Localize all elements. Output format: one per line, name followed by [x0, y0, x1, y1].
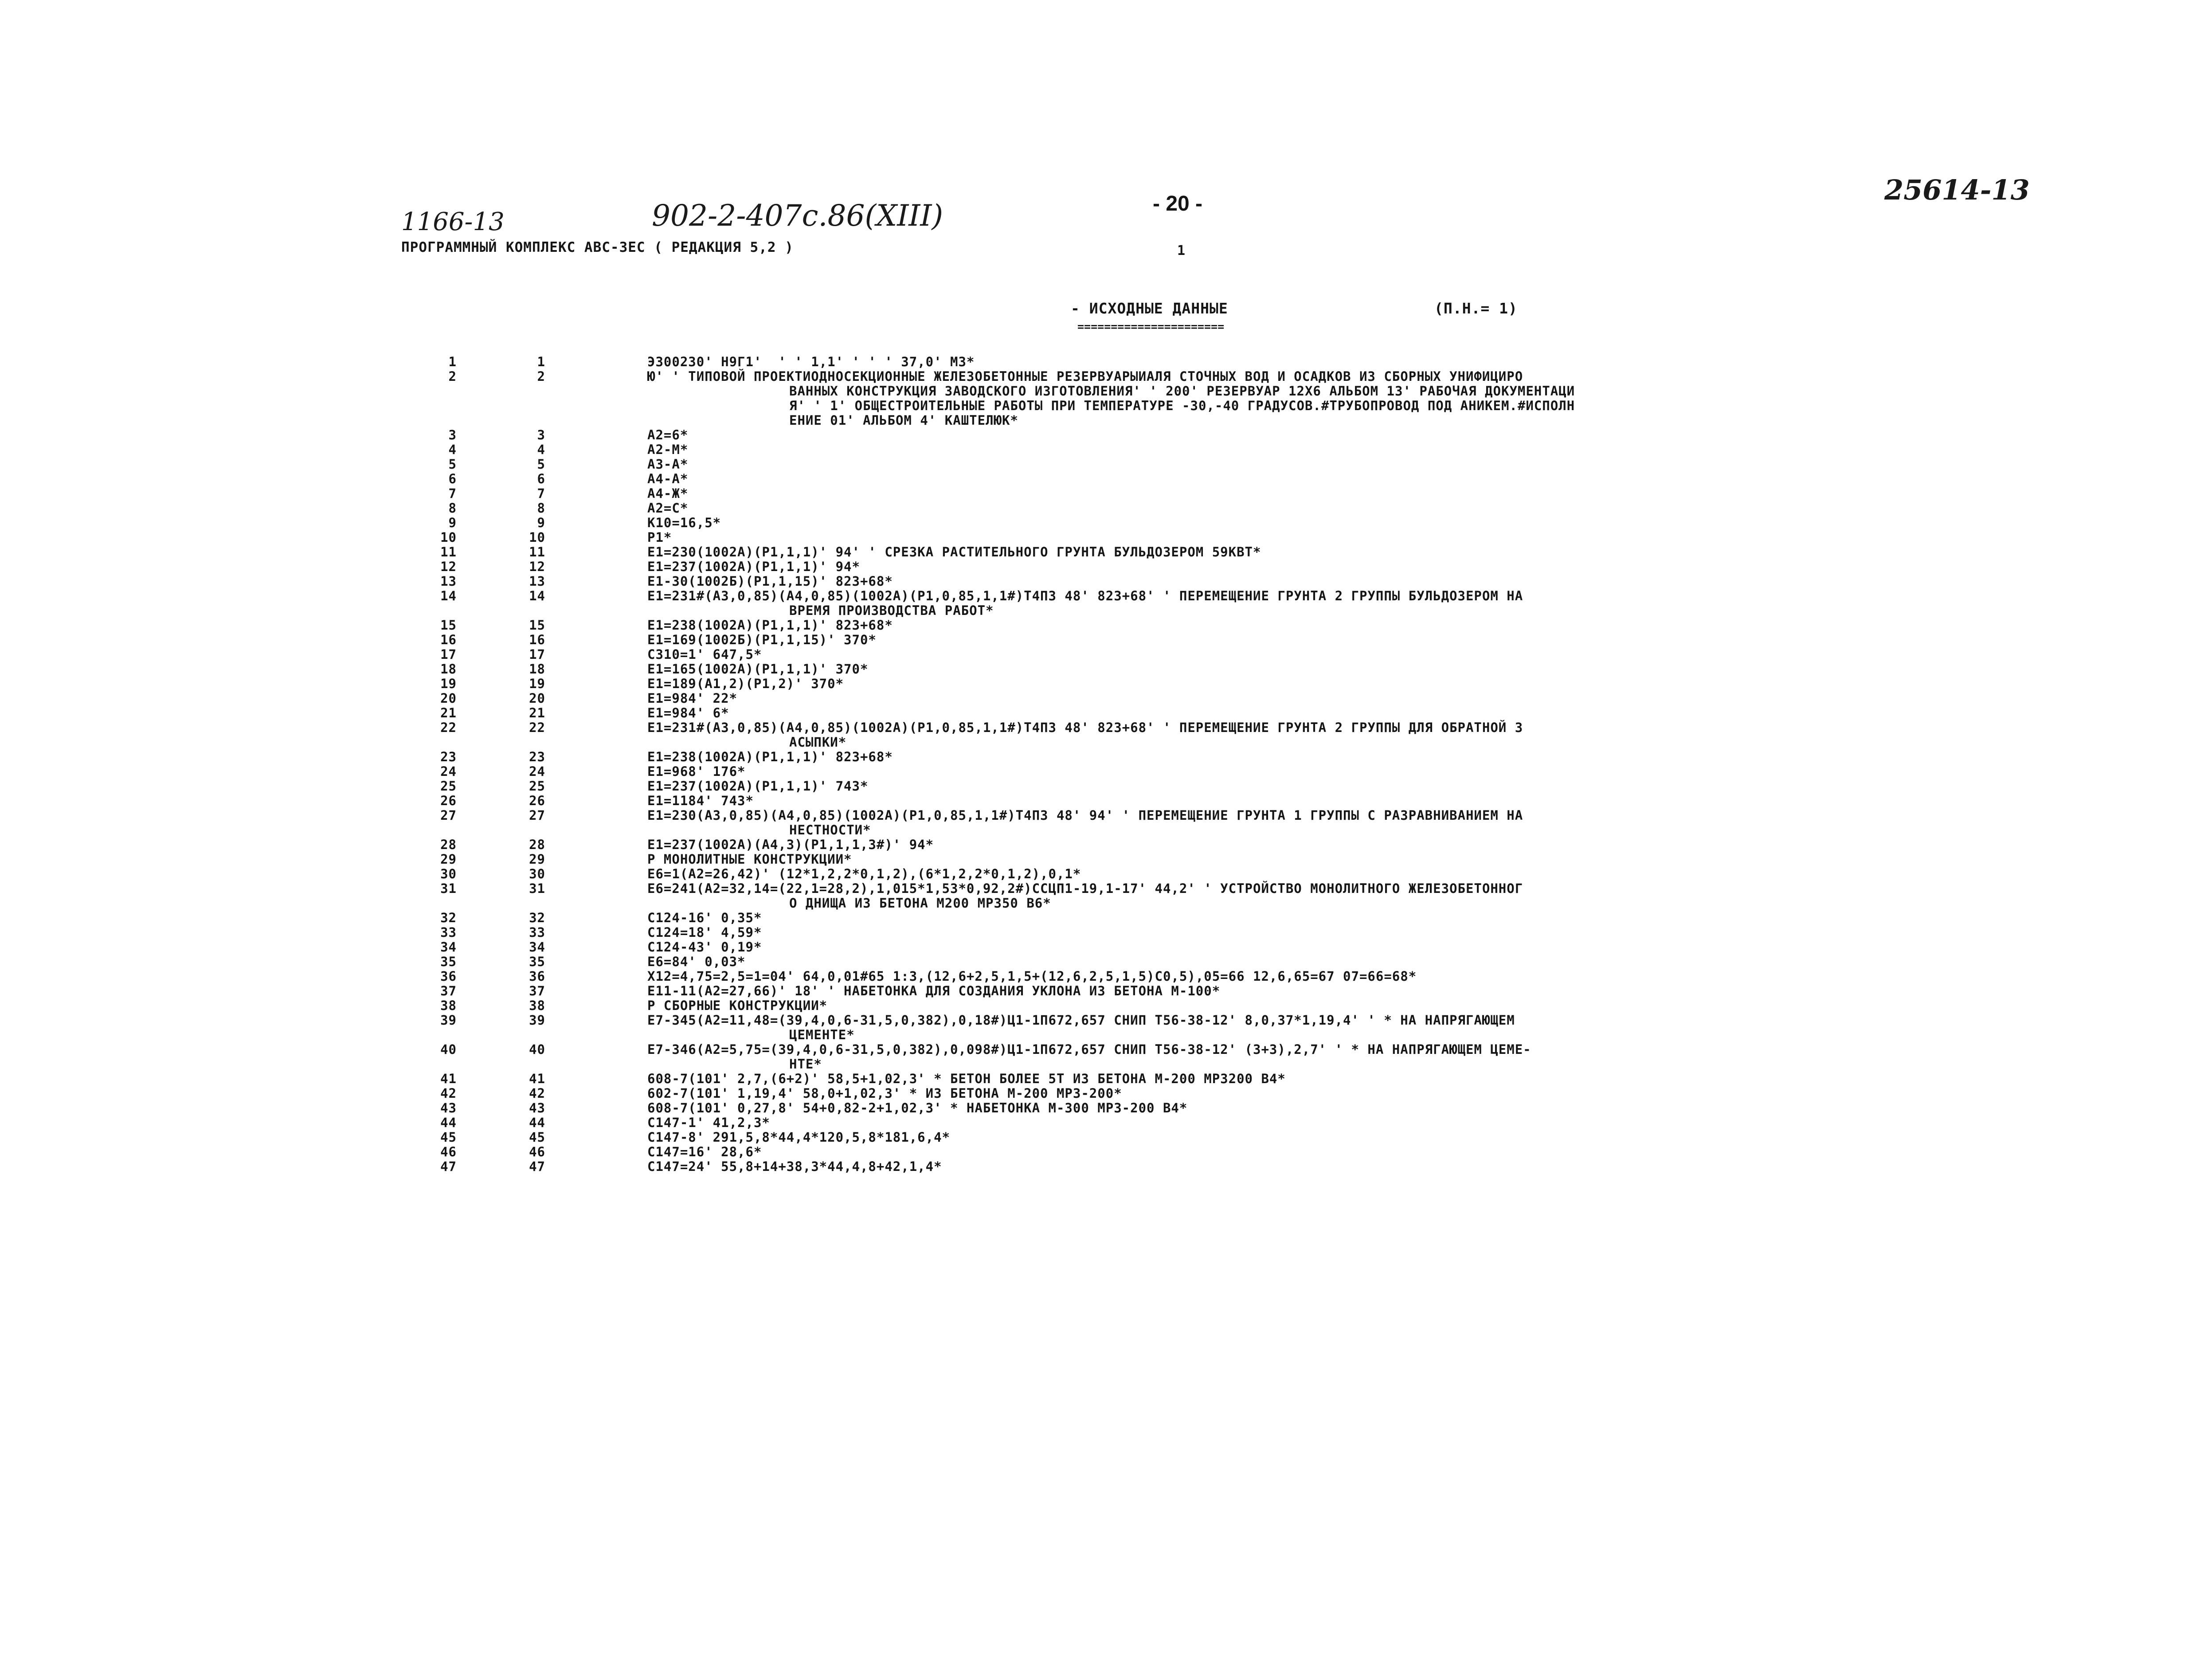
listing-row	[0, 545, 2212, 560]
row-statement-text	[647, 969, 1929, 984]
listing-row	[0, 1130, 2212, 1145]
row-statement-number: 2	[537, 369, 545, 384]
statement-line: Е1=165(1002А)(Р1,1,1)' 370*	[647, 661, 869, 677]
statement-continuation-line: ЦЕМЕНТЕ*	[789, 1027, 855, 1042]
statement-continuation-line: Я' ' 1' ОБЩЕСТРОИТЕЛЬНЫЕ РАБОТЫ ПРИ ТЕМПЕРАТУРЕ -30,-40 ГРАДУСОВ.#ТРУБОПРОВОД ПОД АНИКЕМ.#ИСПОЛН	[789, 398, 1575, 413]
statement-line: 608-7(101' 2,7,(6+2)' 58,5+1,02,3' * БЕТОН БОЛЕЕ 5Т ИЗ БЕТОНА М-200 МРЗ200 В4*	[647, 1071, 1286, 1086]
row-statement-number: 20	[529, 691, 545, 706]
statement-continuation-line: ЕНИЕ 01' АЛЬБОМ 4' КАШТЕЛЮК*	[789, 413, 1018, 428]
row-number: 5	[448, 457, 457, 472]
row-statement-text	[647, 764, 1929, 779]
row-statement-text	[647, 706, 1929, 720]
row-statement-number: 14	[529, 588, 545, 603]
row-statement-number: 11	[529, 544, 545, 560]
row-statement-number: 24	[529, 764, 545, 779]
statement-line: А2-М*	[647, 442, 689, 457]
statement-line: С310=1' 647,5*	[647, 647, 762, 662]
statement-line: Е6=241(А2=32,14=(22,1=28,2),1,015*1,53*0,92,2#)ССЦП1-19,1-17' 44,2' ' УСТРОЙСТВО МОНОЛИТНОГО ЖЕЛЕЗОБЕТОННОГ	[647, 881, 1523, 896]
row-number: 34	[440, 939, 457, 955]
row-number: 33	[440, 925, 457, 940]
row-number: 12	[440, 559, 457, 574]
row-statement-text	[647, 662, 1929, 677]
row-statement-text	[647, 545, 1929, 560]
page-number: - 20 -	[1153, 192, 1203, 215]
statement-line: С124-16' 0,35*	[647, 910, 762, 925]
listing-row	[0, 472, 2212, 486]
listing-row	[0, 940, 2212, 955]
row-statement-text	[647, 530, 1929, 545]
row-statement-text	[647, 647, 1929, 662]
row-statement-text	[647, 355, 1929, 369]
row-number: 46	[440, 1144, 457, 1159]
statement-line: Ю' ' ТИПОВОЙ ПРОЕКТИОДНОСЕКЦИОННЫЕ ЖЕЛЕЗОБЕТОННЫЕ РЕЗЕРВУАРЫИАЛЯ СТОЧНЫХ ВОД И ОСАДКОВ ИЗ СБОРНЫХ УНИФИЦИРО	[647, 369, 1523, 384]
row-statement-number: 9	[537, 515, 545, 530]
listing-row	[0, 750, 2212, 764]
row-number: 11	[440, 544, 457, 560]
row-statement-number: 37	[529, 983, 545, 998]
row-statement-text	[647, 1101, 1929, 1115]
row-number: 2	[448, 369, 457, 384]
statement-line: Э300230' Н9Г1' ' ' 1,1' ' ' ' 37,0' М3*	[647, 354, 975, 369]
listing-row	[0, 647, 2212, 662]
listing-row	[0, 1159, 2212, 1174]
row-statement-number: 47	[529, 1159, 545, 1174]
statement-continuation-line: АСЫПКИ*	[789, 735, 847, 750]
statement-line: Х12=4,75=2,5=1=04' 64,0,01#65 1:3,(12,6+2,5,1,5+(12,6,2,5,1,5)С0,5),05=66 12,6,65=67 07=66=68*	[647, 969, 1417, 984]
row-statement-number: 46	[529, 1144, 545, 1159]
row-statement-number: 40	[529, 1042, 545, 1057]
row-statement-text	[647, 428, 1929, 442]
row-statement-text	[647, 984, 1929, 998]
row-number: 17	[440, 647, 457, 662]
row-number: 20	[440, 691, 457, 706]
listing-row	[0, 998, 2212, 1013]
row-statement-text	[647, 852, 1929, 867]
row-statement-number: 16	[529, 632, 545, 647]
statement-line: А4-Ж*	[647, 486, 689, 501]
statement-line: С147-8' 291,5,8*44,4*120,5,8*181,6,4*	[647, 1130, 951, 1145]
row-statement-text	[647, 472, 1929, 486]
row-number: 40	[440, 1042, 457, 1057]
listing-row	[0, 779, 2212, 794]
row-number: 22	[440, 720, 457, 735]
row-statement-text	[647, 881, 1929, 911]
row-statement-text	[647, 838, 1929, 852]
row-statement-number: 3	[537, 427, 545, 442]
listing-row	[0, 1072, 2212, 1086]
row-statement-text	[647, 633, 1929, 647]
statement-line: Е1=189(А1,2)(Р1,2)' 370*	[647, 676, 844, 691]
row-number: 36	[440, 969, 457, 984]
row-number: 30	[440, 866, 457, 881]
listing-row	[0, 852, 2212, 867]
row-statement-text	[647, 560, 1929, 574]
row-statement-text	[647, 911, 1929, 925]
row-statement-text	[647, 691, 1929, 706]
statement-line: С147=16' 28,6*	[647, 1144, 762, 1159]
row-statement-number: 43	[529, 1100, 545, 1115]
listing-row	[0, 838, 2212, 852]
row-number: 8	[448, 501, 457, 516]
row-statement-number: 38	[529, 998, 545, 1013]
row-number: 4	[448, 442, 457, 457]
row-statement-number: 1	[537, 354, 545, 369]
statement-line: Е1=984' 22*	[647, 691, 738, 706]
listing-row	[0, 764, 2212, 779]
statement-line: Е11-11(А2=27,66)' 18' ' НАБЕТОНКА ДЛЯ СОЗДАНИЯ УКЛОНА ИЗ БЕТОНА М-100*	[647, 983, 1221, 998]
statement-line: А2=С*	[647, 501, 689, 516]
row-statement-number: 19	[529, 676, 545, 691]
row-number: 38	[440, 998, 457, 1013]
row-number: 21	[440, 705, 457, 720]
listing-row	[0, 911, 2212, 925]
row-statement-number: 23	[529, 749, 545, 764]
row-statement-text	[647, 1159, 1929, 1174]
row-statement-number: 25	[529, 779, 545, 794]
row-statement-text	[647, 940, 1929, 955]
row-statement-number: 36	[529, 969, 545, 984]
row-number: 18	[440, 661, 457, 677]
statement-line: А4-А*	[647, 471, 689, 486]
row-number: 7	[448, 486, 457, 501]
statement-continuation-line: О ДНИЩА ИЗ БЕТОНА М200 МРЗ50 В6*	[789, 896, 1051, 911]
statement-continuation-line: ВРЕМЯ ПРОИЗВОДСТВА РАБОТ*	[789, 603, 994, 618]
row-statement-text	[647, 589, 1929, 618]
listing-row	[0, 720, 2212, 750]
listing-row	[0, 984, 2212, 998]
listing-row	[0, 1145, 2212, 1159]
listing-row	[0, 633, 2212, 647]
row-statement-text	[647, 618, 1929, 633]
row-number: 25	[440, 779, 457, 794]
row-statement-number: 10	[529, 530, 545, 545]
row-statement-text	[647, 750, 1929, 764]
row-statement-number: 8	[537, 501, 545, 516]
row-statement-text	[647, 867, 1929, 881]
row-number: 41	[440, 1071, 457, 1086]
row-number: 15	[440, 618, 457, 633]
statement-line: Е7-345(А2=11,48=(39,4,0,6-31,5,0,382),0,18#)Ц1-1П672,657 СНИП Т56-38-12' 8,0,37*1,19,4' ' * НА НАПРЯГАЮЩЕМ	[647, 1013, 1515, 1028]
listing-row	[0, 881, 2212, 911]
listing-row	[0, 1086, 2212, 1101]
statement-line: А3-А*	[647, 457, 689, 472]
statement-line: 602-7(101' 1,19,4' 58,0+1,02,3' * ИЗ БЕТОНА М-200 МРЗ-200*	[647, 1086, 1122, 1101]
row-number: 19	[440, 676, 457, 691]
row-number: 6	[448, 471, 457, 486]
row-number: 35	[440, 954, 457, 969]
row-statement-number: 41	[529, 1071, 545, 1086]
statement-line: Е1=984' 6*	[647, 705, 729, 720]
row-statement-number: 27	[529, 808, 545, 823]
row-statement-number: 12	[529, 559, 545, 574]
listing-row	[0, 691, 2212, 706]
statement-line: Е1-30(1002Б)(Р1,1,15)' 823+68*	[647, 574, 893, 589]
row-statement-text	[647, 486, 1929, 501]
row-statement-text	[647, 1145, 1929, 1159]
row-number: 13	[440, 574, 457, 589]
listing-row	[0, 428, 2212, 442]
section-title: - ИСХОДНЫЕ ДАННЫЕ	[1071, 300, 1228, 317]
listing-row	[0, 1013, 2212, 1042]
row-statement-number: 5	[537, 457, 545, 472]
listing-row	[0, 1042, 2212, 1072]
row-statement-number: 28	[529, 837, 545, 852]
row-statement-text	[647, 516, 1929, 530]
row-statement-text	[647, 501, 1929, 516]
row-statement-text	[647, 369, 1929, 428]
row-number: 1	[448, 354, 457, 369]
row-statement-number: 22	[529, 720, 545, 735]
row-number: 3	[448, 427, 457, 442]
row-statement-text	[647, 1130, 1929, 1145]
listing-row	[0, 369, 2212, 428]
row-statement-number: 32	[529, 910, 545, 925]
row-statement-text	[647, 677, 1929, 691]
row-number: 43	[440, 1100, 457, 1115]
statement-line: С147-1' 41,2,3*	[647, 1115, 770, 1130]
listing-row	[0, 706, 2212, 720]
statement-line: Е1=237(1002А)(А4,3)(Р1,1,1,3#)' 94*	[647, 837, 934, 852]
row-number: 31	[440, 881, 457, 896]
statement-line: С124=18' 4,59*	[647, 925, 762, 940]
handwritten-project-code: 902-2-407с.86(XIII)	[652, 199, 944, 233]
listing-row	[0, 442, 2212, 457]
row-statement-number: 44	[529, 1115, 545, 1130]
row-number: 24	[440, 764, 457, 779]
listing-row	[0, 925, 2212, 940]
row-statement-number: 17	[529, 647, 545, 662]
statement-line: Е6=1(А2=26,42)' (12*1,2,2*0,1,2),(6*1,2,2*0,1,2),0,1*	[647, 866, 1081, 881]
statement-line: Е1=1184' 743*	[647, 793, 754, 808]
row-statement-number: 13	[529, 574, 545, 589]
row-statement-text	[647, 808, 1929, 838]
listing-row	[0, 530, 2212, 545]
listing-row	[0, 589, 2212, 618]
row-statement-text	[647, 720, 1929, 750]
statement-line: Е6=84' 0,03*	[647, 954, 746, 969]
row-statement-text	[647, 1013, 1929, 1042]
row-number: 37	[440, 983, 457, 998]
row-number: 45	[440, 1130, 457, 1145]
row-number: 29	[440, 852, 457, 867]
row-statement-number: 15	[529, 618, 545, 633]
section-params: (П.Н.= 1)	[1434, 300, 1518, 317]
row-number: 39	[440, 1013, 457, 1028]
statement-line: Е1=231#(А3,0,85)(А4,0,85)(1002А)(Р1,0,85,1,1#)Т4П3 48' 823+68' ' ПЕРЕМЕЩЕНИЕ ГРУНТА 2 ГРУППЫ БУЛЬДОЗЕРОМ НА	[647, 588, 1523, 603]
row-statement-number: 26	[529, 793, 545, 808]
statement-line: С147=24' 55,8+14+38,3*44,4,8+42,1,4*	[647, 1159, 942, 1174]
listing-row	[0, 486, 2212, 501]
listing-row	[0, 969, 2212, 984]
row-number: 9	[448, 515, 457, 530]
program-header-line: ПРОГРАММНЫЙ КОМПЛЕКС АВС-3ЕС ( РЕДАКЦИЯ 5,2 )	[401, 239, 794, 255]
listing-row	[0, 457, 2212, 472]
statement-continuation-line: ВАННЫХ КОНСТРУКЦИЯ ЗАВОДСКОГО ИЗГОТОВЛЕНИЯ' ' 200' РЕЗЕРВУАР 12Х6 АЛЬБОМ 13' РАБОЧАЯ ДОКУМЕНТАЦИ	[789, 384, 1575, 399]
statement-line: Е1=230(А3,0,85)(А4,0,85)(1002А)(Р1,0,85,1,1#)Т4П3 48' 94' ' ПЕРЕМЕЩЕНИЕ ГРУНТА 1 ГРУППЫ С РАЗРАВНИВАНИЕМ НА	[647, 808, 1523, 823]
row-number: 26	[440, 793, 457, 808]
row-statement-number: 7	[537, 486, 545, 501]
row-statement-number: 39	[529, 1013, 545, 1028]
row-number: 32	[440, 910, 457, 925]
statement-line: Е1=968' 176*	[647, 764, 746, 779]
sheet-mark: 1	[1177, 243, 1186, 258]
row-statement-number: 45	[529, 1130, 545, 1145]
row-statement-number: 30	[529, 866, 545, 881]
row-statement-number: 33	[529, 925, 545, 940]
listing-row	[0, 808, 2212, 838]
listing-row	[0, 355, 2212, 369]
listing-row	[0, 574, 2212, 589]
statement-line: Р1*	[647, 530, 672, 545]
statement-line: Е1=231#(А3,0,85)(А4,0,85)(1002А)(Р1,0,85,1,1#)Т4П3 48' 823+68' ' ПЕРЕМЕЩЕНИЕ ГРУНТА 2 ГРУППЫ ДЛЯ ОБРАТНОЙ З	[647, 720, 1523, 735]
row-number: 23	[440, 749, 457, 764]
row-statement-number: 29	[529, 852, 545, 867]
data-listing	[0, 355, 2212, 1174]
row-number: 44	[440, 1115, 457, 1130]
listing-row	[0, 1101, 2212, 1115]
statement-line: А2=6*	[647, 427, 689, 442]
statement-line: К10=16,5*	[647, 515, 721, 530]
listing-row	[0, 955, 2212, 969]
row-statement-text	[647, 1072, 1929, 1086]
row-number: 28	[440, 837, 457, 852]
handwritten-sheet-number: 1166-13	[401, 207, 505, 236]
row-statement-number: 31	[529, 881, 545, 896]
statement-line: Е1=169(1002Б)(Р1,1,15)' 370*	[647, 632, 877, 647]
statement-line: Е1=238(1002А)(Р1,1,1)' 823+68*	[647, 749, 893, 764]
statement-line: С124-43' 0,19*	[647, 939, 762, 955]
statement-line: Е1=238(1002А)(Р1,1,1)' 823+68*	[647, 618, 893, 633]
row-statement-text	[647, 1042, 1929, 1072]
row-statement-text	[647, 998, 1929, 1013]
row-statement-text	[647, 574, 1929, 589]
row-statement-number: 6	[537, 471, 545, 486]
statement-line: Е1=230(1002А)(Р1,1,1)' 94' ' СРЕЗКА РАСТИТЕЛЬНОГО ГРУНТА БУЛЬДОЗЕРОМ 59КВТ*	[647, 544, 1261, 560]
row-statement-number: 21	[529, 705, 545, 720]
listing-row	[0, 794, 2212, 808]
row-statement-number: 42	[529, 1086, 545, 1101]
row-number: 27	[440, 808, 457, 823]
listing-row	[0, 618, 2212, 633]
section-title-underline: ======================	[1077, 320, 1225, 333]
listing-row	[0, 867, 2212, 881]
row-statement-text	[647, 442, 1929, 457]
statement-line: Е7-346(А2=5,75=(39,4,0,6-31,5,0,382),0,098#)Ц1-1П672,657 СНИП Т56-38-12' (3+3),2,7' ' * НА НАПРЯГАЮЩЕМ ЦЕМЕ-	[647, 1042, 1531, 1057]
row-statement-text	[647, 1086, 1929, 1101]
listing-row	[0, 560, 2212, 574]
row-number: 42	[440, 1086, 457, 1101]
row-number: 47	[440, 1159, 457, 1174]
row-statement-number: 4	[537, 442, 545, 457]
statement-line: Р СБОРНЫЕ КОНСТРУКЦИИ*	[647, 998, 828, 1013]
statement-continuation-line: НТЕ*	[789, 1057, 822, 1072]
row-statement-text	[647, 955, 1929, 969]
row-number: 16	[440, 632, 457, 647]
listing-row	[0, 662, 2212, 677]
listing-row	[0, 516, 2212, 530]
row-statement-number: 34	[529, 939, 545, 955]
statement-line: 608-7(101' 0,27,8' 54+0,82-2+1,02,3' * НАБЕТОНКА М-300 МРЗ-200 В4*	[647, 1100, 1188, 1115]
statement-line: Е1=237(1002А)(Р1,1,1)' 94*	[647, 559, 860, 574]
row-statement-text	[647, 779, 1929, 794]
row-statement-text	[647, 925, 1929, 940]
listing-row	[0, 1115, 2212, 1130]
statement-continuation-line: НЕСТНОСТИ*	[789, 822, 871, 838]
row-number: 14	[440, 588, 457, 603]
listing-row	[0, 501, 2212, 516]
statement-line: Р МОНОЛИТНЫЕ КОНСТРУКЦИИ*	[647, 852, 852, 867]
statement-line: Е1=237(1002А)(Р1,1,1)' 743*	[647, 779, 869, 794]
row-statement-text	[647, 794, 1929, 808]
row-statement-number: 18	[529, 661, 545, 677]
listing-row	[0, 677, 2212, 691]
row-statement-text	[647, 457, 1929, 472]
row-statement-number: 35	[529, 954, 545, 969]
row-statement-text	[647, 1115, 1929, 1130]
row-number: 10	[440, 530, 457, 545]
handwritten-archive-number: 25614-13	[1884, 174, 2030, 206]
